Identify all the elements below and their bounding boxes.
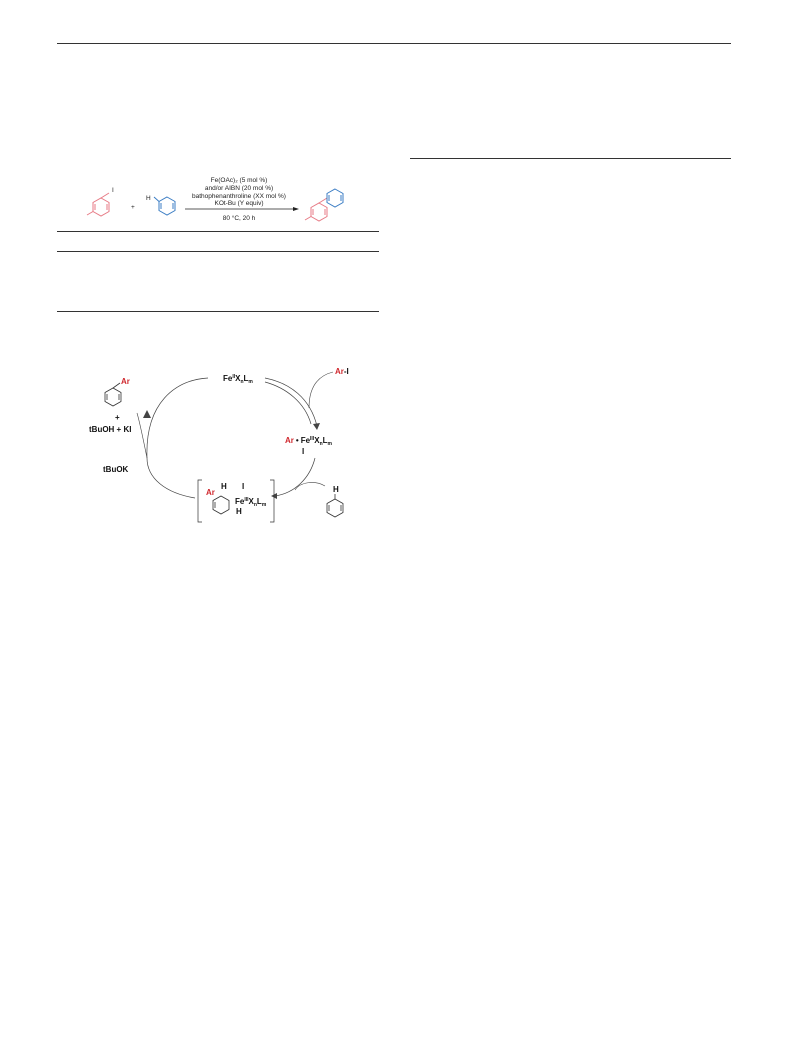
- cycle-arrowhead-left: [143, 410, 151, 418]
- condition-3: bathophenanthroline (XX mol %): [192, 193, 286, 200]
- intermediate-ring: [213, 496, 229, 514]
- base-label: tBuOK: [103, 465, 129, 474]
- condition-5: 80 °C, 20 h: [222, 215, 256, 222]
- header-rule: [57, 43, 731, 44]
- aryl-iodide-label: Ar-I: [335, 367, 349, 376]
- benzene-incoming-arc: [295, 483, 325, 490]
- condition-4: KOt-Bu (Y equiv): [214, 200, 264, 207]
- byproducts-label: tBuOH + KI: [89, 425, 132, 434]
- intermediate-h-top: H: [221, 482, 227, 491]
- condition-1: Fe(OAc)₂ (5 mol %): [210, 177, 268, 184]
- product-ar-label: Ar: [121, 377, 130, 386]
- catalytic-cycle-diagram: [85, 358, 365, 533]
- product-arene-structure: [105, 383, 121, 406]
- right-column-rule: [410, 158, 731, 159]
- fe-iii-species: Ar • $Fe^{III}X_nL_m$: [285, 436, 332, 447]
- iodo-label: I: [112, 187, 114, 194]
- table-rule-top: [57, 231, 379, 232]
- intermediate-ar-label: Ar: [206, 488, 215, 497]
- benzene-h-cycle: H: [333, 485, 339, 494]
- benzene-h-label: H: [146, 195, 151, 202]
- biphenyl-product-structure: [305, 189, 343, 221]
- table-rule-bottom: [57, 311, 379, 312]
- intermediate-iodide: I: [242, 482, 245, 491]
- iodotoluene-structure: [87, 193, 109, 216]
- ari-incoming-arc: [309, 372, 333, 408]
- oxidative-addition-arrow-2: [265, 382, 311, 424]
- reaction-arrowhead: [293, 207, 299, 211]
- intermediate-h-bottom: H: [236, 507, 242, 516]
- product-plus: +: [115, 413, 120, 422]
- benzene-substrate-structure: [327, 494, 343, 517]
- intermediate-fe-label: $Fe^{III}X_nL_m$: [235, 497, 267, 508]
- table-rule-mid: [57, 251, 379, 252]
- fe-ii-species: $Fe^{II}X_nL_m$: [223, 374, 253, 385]
- reaction-scheme: [57, 170, 379, 230]
- benzene-structure: [154, 197, 175, 215]
- radical-addition-arrow: [275, 458, 315, 496]
- fe-iii-iodide: I: [302, 447, 305, 456]
- condition-2: and/or AIBN (20 mol %): [204, 185, 274, 192]
- product-branch-arc: [137, 413, 147, 458]
- oxidative-addition-arrowhead: [313, 423, 320, 430]
- plus-sign: +: [131, 204, 135, 211]
